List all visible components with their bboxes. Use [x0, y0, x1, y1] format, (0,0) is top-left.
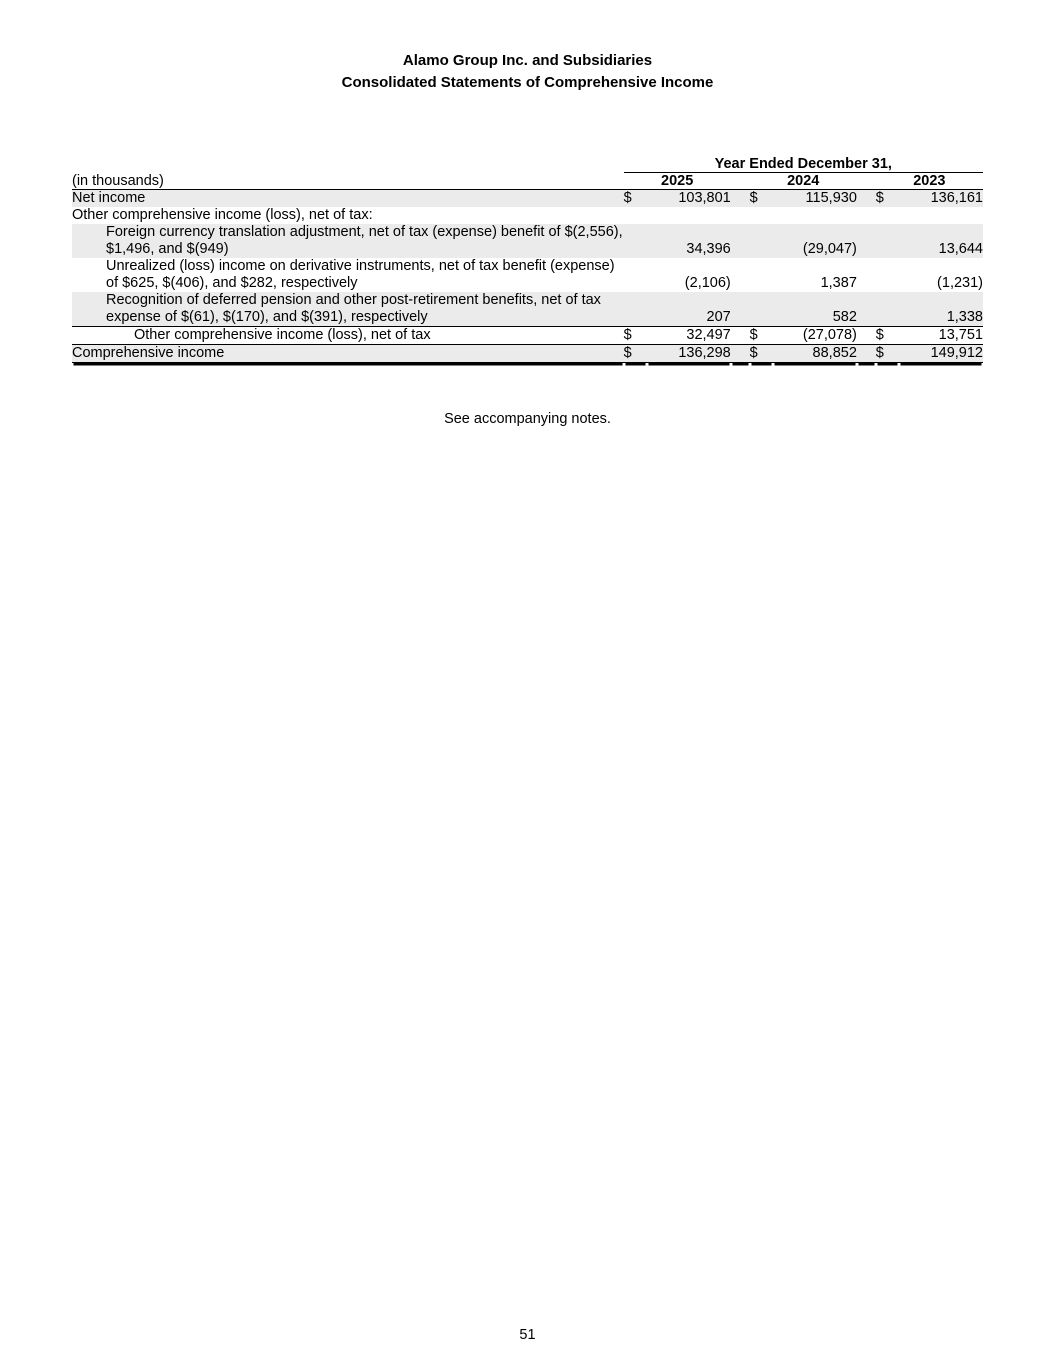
- cell-fx-translation-2023: 13,644: [938, 241, 983, 257]
- cell-net-income-2025: 103,801: [678, 190, 731, 206]
- cell-net-income-2024: 115,930: [805, 190, 857, 206]
- cell-derivatives-2025: (2,106): [684, 275, 731, 291]
- currency-symbol: $: [624, 345, 647, 363]
- units-note: (in thousands): [72, 173, 164, 189]
- currency-symbol: $: [623, 190, 632, 206]
- currency-symbol: $: [875, 190, 884, 206]
- cell-pension-2024: 582: [832, 309, 857, 325]
- cell-derivatives-2023: (1,231): [937, 275, 983, 291]
- page-number: 51: [519, 1327, 536, 1343]
- column-header-2023: 2023: [913, 173, 946, 189]
- statement-name: Consolidated Statements of Comprehensive Income: [341, 74, 714, 91]
- row-label-pension-recognition: Recognition of deferred pension and other post-retirement benefits, net of tax expense of $(61), $(170), and $(391), respectively: [106, 292, 601, 325]
- row-label-oci-section: Other comprehensive income (loss), net of tax:: [72, 207, 373, 223]
- row-label-unrealized-derivatives: Unrealized (loss) income on derivative instruments, net of tax benefit (expense) of $625, $(406), and $282, respectively: [106, 258, 615, 291]
- cell-fx-translation-2025: 34,396: [686, 241, 731, 257]
- table-row: [72, 327, 983, 345]
- row-label-comprehensive-income: Comprehensive income: [72, 345, 624, 363]
- cell-fx-translation-2024: (29,047): [802, 241, 857, 257]
- row-label-foreign-currency-translation: Foreign currency translation adjustment, net of tax (expense) benefit of $(2,556), $1,496, and $(949): [106, 224, 623, 257]
- column-header-2024: 2024: [787, 173, 820, 189]
- currency-symbol: $: [876, 345, 899, 363]
- currency-symbol: $: [750, 327, 773, 345]
- cell-comprehensive-income-2023: 149,912: [899, 345, 983, 363]
- table-row: [72, 207, 983, 224]
- table-header-group-row: [72, 156, 983, 173]
- cell-pension-2025: 207: [706, 309, 731, 325]
- table-row: [72, 292, 983, 327]
- row-label-net-income: Net income: [72, 190, 146, 206]
- table-row: [72, 258, 983, 292]
- cell-comprehensive-income-2024: 88,852: [773, 345, 857, 363]
- comprehensive-income-table: [72, 156, 983, 363]
- cell-oci-total-2025: 32,497: [647, 327, 731, 345]
- currency-symbol: $: [750, 345, 773, 363]
- page-title: [72, 0, 983, 94]
- currency-symbol: $: [876, 327, 899, 345]
- cell-oci-total-2023: 13,751: [899, 327, 983, 345]
- cell-comprehensive-income-2025: 136,298: [647, 345, 731, 363]
- table-row: [72, 224, 983, 258]
- table-header-years-row: [72, 173, 983, 190]
- cell-net-income-2023: 136,161: [930, 190, 983, 206]
- company-name: Alamo Group Inc. and Subsidiaries: [402, 52, 653, 69]
- table-row: [72, 345, 983, 363]
- cell-oci-total-2024: (27,078): [773, 327, 857, 345]
- accompanying-notes: See accompanying notes.: [444, 411, 611, 427]
- currency-symbol: $: [749, 190, 758, 206]
- column-header-2025: 2025: [661, 173, 694, 189]
- cell-pension-2023: 1,338: [946, 309, 983, 325]
- currency-symbol: $: [624, 327, 647, 345]
- row-label-oci-total: Other comprehensive income (loss), net of tax: [72, 327, 624, 345]
- table-row: [72, 190, 983, 208]
- cell-derivatives-2024: 1,387: [820, 275, 857, 291]
- period-header: Year Ended December 31,: [624, 156, 983, 173]
